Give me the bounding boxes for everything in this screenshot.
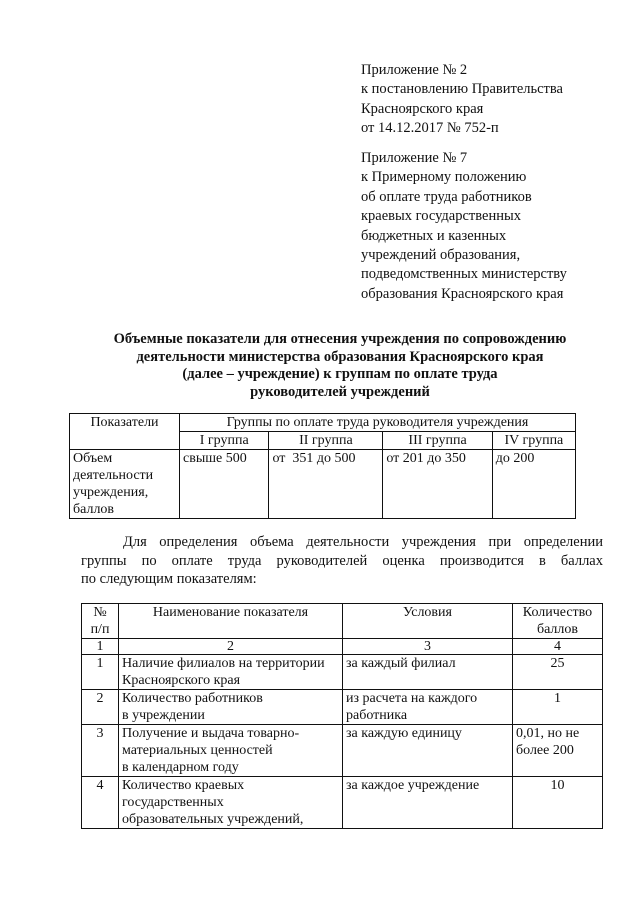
groups-value-row — [70, 450, 576, 519]
appendix-7-line: подведомственных министерству — [361, 266, 567, 283]
row-points — [513, 777, 603, 829]
groups-header-row — [70, 414, 576, 432]
title-line: деятельности министерства образования Красноярского края — [136, 348, 544, 365]
group-4-header: IV группа — [492, 432, 575, 450]
row-name-line: в учреждении — [122, 708, 205, 723]
row-name-line: Красноярского края — [122, 673, 241, 688]
row-points — [513, 655, 603, 690]
row-name — [119, 655, 343, 690]
document-title — [60, 331, 620, 401]
paragraph-line: по следующим показателям: — [81, 571, 257, 587]
row-number: 4 — [82, 777, 119, 829]
row-name-line: Наличие филиалов на территории — [122, 656, 325, 671]
row-name-line: в календарном году — [122, 760, 239, 775]
row-number: 3 — [82, 725, 119, 777]
row-condition-line: работника — [346, 708, 408, 723]
column-number-row — [82, 639, 603, 655]
row-name-line: образовательных учреждений, — [122, 812, 304, 827]
appendix-2-line: Приложение № 2 — [361, 62, 468, 78]
appendix-7-line: бюджетных и казенных — [361, 227, 507, 244]
header-groups: Группы по оплате труда руководителя учреждения — [180, 414, 576, 432]
group-3-header: III группа — [383, 432, 492, 450]
row-points-line: 0,01, но не — [516, 726, 580, 741]
appendix-2-line: от 14.12.2017 № 752-п — [361, 120, 499, 137]
indicators-header-row — [82, 604, 603, 639]
appendix-2-line: Красноярского края — [361, 100, 484, 117]
group-1-header: I группа — [180, 432, 269, 450]
group-1-value: свыше 500 — [180, 450, 269, 519]
column-number: 1 — [82, 639, 119, 655]
table-row — [82, 725, 603, 777]
header-points — [513, 604, 603, 639]
appendix-7-line: к Примерному положению — [361, 169, 527, 186]
row-label-line: учреждения, — [73, 485, 149, 500]
row-condition-line: за каждый филиал — [346, 656, 456, 671]
title-line: руководителей учреждений — [250, 383, 430, 400]
row-label-line: баллов — [73, 502, 115, 517]
paragraph-line: Для определения объема деятельности учреждения при определении — [123, 534, 603, 550]
groups-table — [69, 413, 576, 519]
row-condition-line: из расчета на каждого — [346, 691, 478, 706]
row-name-line: материальных ценностей — [122, 743, 273, 758]
appendix-7-line: учреждений образования, — [361, 247, 521, 264]
row-condition-line: за каждую единицу — [346, 726, 462, 741]
column-number: 2 — [119, 639, 343, 655]
header-num-line: № — [93, 605, 107, 620]
appendix-2-block — [361, 61, 563, 139]
appendix-2-line: к постановлению Правительства — [361, 81, 563, 98]
explanation-paragraph — [81, 533, 603, 589]
row-points — [513, 725, 603, 777]
appendix-7-line: краевых государственных — [361, 208, 521, 225]
header-num — [82, 604, 119, 639]
header-num-line: п/п — [90, 622, 110, 637]
row-name-line: Количество краевых — [122, 778, 245, 793]
row-points — [513, 690, 603, 725]
appendix-7-line: образования Красноярского края — [361, 285, 564, 302]
column-number: 4 — [513, 639, 603, 655]
row-condition — [343, 777, 513, 829]
row-name — [119, 725, 343, 777]
title-line: Объемные показатели для отнесения учреждения по сопровождению — [113, 331, 567, 347]
appendix-7-block — [361, 149, 567, 304]
group-2-value: от 351 до 500 — [269, 450, 383, 519]
row-name — [119, 777, 343, 829]
row-number: 1 — [82, 655, 119, 690]
indicators-table — [81, 603, 603, 829]
row-label — [70, 450, 180, 519]
group-2-header: II группа — [269, 432, 383, 450]
row-label-line: деятельности — [73, 468, 154, 483]
title-line: (далее – учреждение) к группам по оплате труда — [182, 366, 498, 383]
row-name-line: Получение и выдача товарно- — [122, 726, 300, 741]
row-name-line: государственных — [122, 795, 224, 810]
paragraph-line: группы по оплате труда руководителей оценка производится в баллах — [81, 552, 603, 569]
header-points-line: баллов — [536, 622, 579, 637]
row-condition — [343, 690, 513, 725]
row-label-line: Объем — [73, 451, 113, 466]
row-name — [119, 690, 343, 725]
row-name-line: Количество работников — [122, 691, 263, 706]
row-points-line: 1 — [554, 691, 561, 706]
appendix-7-line: об оплате труда работников — [361, 188, 532, 205]
table-row — [82, 655, 603, 690]
table-row — [82, 777, 603, 829]
table-row — [82, 690, 603, 725]
appendix-7-line: Приложение № 7 — [361, 150, 468, 166]
row-points-line: 25 — [550, 656, 565, 671]
row-condition — [343, 655, 513, 690]
row-condition-line: за каждое учреждение — [346, 778, 480, 793]
row-points-line: 10 — [550, 778, 565, 793]
header-points-line: Количество — [522, 605, 593, 620]
row-number: 2 — [82, 690, 119, 725]
header-indicators: Показатели — [70, 414, 180, 450]
row-condition — [343, 725, 513, 777]
group-4-value: до 200 — [492, 450, 575, 519]
header-name: Наименование показателя — [119, 604, 343, 639]
group-3-value: от 201 до 350 — [383, 450, 492, 519]
header-condition: Условия — [343, 604, 513, 639]
row-points-line: более 200 — [516, 743, 574, 758]
column-number: 3 — [343, 639, 513, 655]
